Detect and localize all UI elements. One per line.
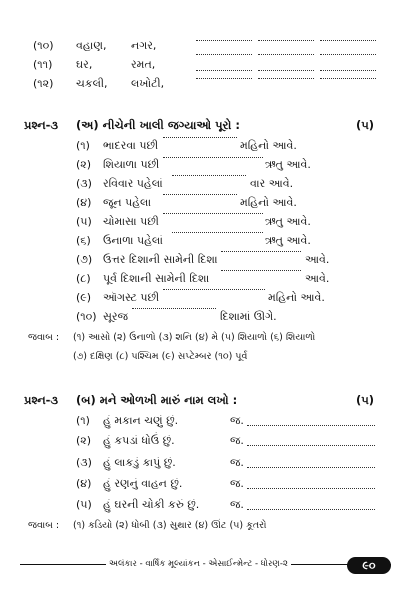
blank-line bbox=[320, 54, 376, 55]
item-text: હું ઘરની ચોકી કરું છું. bbox=[103, 498, 200, 511]
question-title: (બ) મને ઓળખી મારું નામ લખો : bbox=[76, 393, 238, 407]
blank-line bbox=[221, 270, 301, 271]
question-label: પ્રશ્ન-૩ bbox=[24, 118, 59, 132]
blank-line bbox=[196, 78, 252, 79]
row-word: લખોટી, bbox=[131, 77, 165, 90]
item-number: (૨) bbox=[76, 158, 92, 171]
row-word: ચકલી, bbox=[76, 77, 108, 90]
blank-line bbox=[163, 137, 237, 138]
item-number: (૫) bbox=[76, 215, 92, 228]
item-j: જ. bbox=[230, 434, 244, 447]
item-number: (૧) bbox=[76, 139, 90, 152]
item-number: (૧) bbox=[76, 414, 90, 427]
item-j: જ. bbox=[230, 414, 244, 427]
item-prefix: ઉત્તર દિશાની સામેની દિશા bbox=[103, 253, 218, 266]
item-prefix: રવિવાર પહેલાં bbox=[103, 177, 163, 190]
item-text: હું મકાન ચણું છું. bbox=[103, 414, 179, 427]
item-suffix: મહિનો આવે. bbox=[268, 291, 325, 304]
item-suffix: વાર આવે. bbox=[250, 177, 294, 190]
blank-line bbox=[163, 213, 263, 214]
item-number: (૮) bbox=[76, 272, 91, 285]
item-text: હું કપડાં ધોઉં છું. bbox=[103, 434, 175, 447]
blank-line bbox=[320, 70, 376, 71]
question-marks: (૫) bbox=[356, 118, 375, 132]
footer-text: અલંકાર - વાર્ષિક મૂલ્યાંકન - એસાઈન્મેન્ટ - ધોરણ-૨ bbox=[106, 559, 291, 570]
item-number: (૩) bbox=[76, 456, 92, 469]
item-text: હું રણનું વાહન છું. bbox=[103, 477, 183, 490]
item-suffix: મહિનો આવે. bbox=[240, 139, 297, 152]
blank-line bbox=[163, 289, 265, 290]
row-number: (૧૦) bbox=[33, 39, 54, 52]
item-prefix: પૂર્વ દિશાની સામેની દિશા bbox=[103, 272, 210, 285]
item-text: હું લાકડું કાપું છું. bbox=[103, 456, 176, 469]
blank-line bbox=[221, 251, 301, 252]
row-word: નગર, bbox=[131, 39, 157, 52]
row-number: (૧૨) bbox=[33, 77, 54, 90]
item-prefix: ઉનાળા પહેલાં bbox=[103, 234, 163, 247]
row-word: ઘર, bbox=[76, 58, 93, 71]
blank-line bbox=[247, 488, 375, 489]
item-prefix: જૂન પહેલા bbox=[103, 196, 152, 209]
item-number: (૫) bbox=[76, 498, 92, 511]
blank-line bbox=[258, 54, 314, 55]
answer-text: (૭) દક્ષિણ (૮) પશ્ચિમ (૯) સપ્ટેમ્બર (૧૦) પૂર્વ bbox=[73, 351, 248, 362]
blank-line bbox=[196, 70, 252, 71]
question-label: પ્રશ્ન-૩ bbox=[24, 393, 59, 407]
item-j: જ. bbox=[230, 477, 244, 490]
item-number: (૪) bbox=[76, 477, 92, 490]
blank-line bbox=[258, 78, 314, 79]
blank-line bbox=[320, 78, 376, 79]
blank-line bbox=[247, 445, 375, 446]
item-prefix: ઑગસ્ટ પછી bbox=[103, 291, 160, 304]
blank-line bbox=[247, 467, 375, 468]
item-number: (૬) bbox=[76, 234, 91, 247]
question-marks: (૫) bbox=[356, 393, 375, 407]
item-suffix: ઋતુ આવે. bbox=[265, 234, 311, 247]
item-suffix: આવે. bbox=[305, 253, 330, 266]
item-suffix: મહિનો આવે. bbox=[240, 196, 297, 209]
blank-line bbox=[172, 232, 263, 233]
item-number: (૯) bbox=[76, 291, 92, 304]
blank-line bbox=[163, 157, 263, 158]
row-word: રમત, bbox=[131, 58, 156, 71]
item-number: (૪) bbox=[76, 196, 92, 209]
answer-text: (૧) કડિયો (૨) ધોબી (૩) સુથાર (૪) ઊંટ (૫) કૂતરો bbox=[73, 520, 267, 531]
item-number: (૭) bbox=[76, 253, 93, 266]
blank-line bbox=[247, 425, 375, 426]
blank-line bbox=[163, 194, 237, 195]
item-suffix: ઋતુ આવે. bbox=[265, 215, 311, 228]
blank-line bbox=[196, 54, 252, 55]
item-prefix: ભાદરવા પછી bbox=[103, 139, 159, 152]
page-number: ૯૦ bbox=[347, 557, 391, 574]
item-suffix: આવે. bbox=[305, 272, 330, 285]
row-word: વહાણ, bbox=[76, 39, 107, 52]
item-number: (૧૦) bbox=[76, 310, 97, 323]
item-suffix: દિશામાં ઊગે. bbox=[220, 310, 277, 323]
blank-line bbox=[320, 40, 376, 41]
blank-line bbox=[172, 175, 246, 176]
row-number: (૧૧) bbox=[33, 58, 53, 71]
item-number: (૨) bbox=[76, 434, 92, 447]
item-prefix: ચોમાસા પછી bbox=[103, 215, 159, 228]
blank-line bbox=[132, 308, 216, 309]
answer-label: જવાબ : bbox=[28, 332, 60, 343]
item-prefix: શિયાળા પછી bbox=[103, 158, 160, 171]
answer-label: જવાબ : bbox=[28, 520, 60, 531]
blank-line bbox=[258, 70, 314, 71]
blank-line bbox=[258, 40, 314, 41]
item-number: (૩) bbox=[76, 177, 92, 190]
item-j: જ. bbox=[230, 456, 244, 469]
item-j: જ. bbox=[230, 498, 244, 511]
answer-text: (૧) આસો (૨) ઉનાળો (૩) શનિ (૪) મે (૫) શિયાળો (૬) શિયાળો bbox=[73, 332, 316, 343]
item-suffix: ઋતુ આવે. bbox=[265, 158, 311, 171]
blank-line bbox=[247, 509, 375, 510]
question-title: (અ) નીચેની ખાલી જગ્યાઓ પૂરો : bbox=[76, 118, 240, 132]
item-prefix: સૂરજ bbox=[103, 310, 129, 323]
blank-line bbox=[196, 40, 252, 41]
